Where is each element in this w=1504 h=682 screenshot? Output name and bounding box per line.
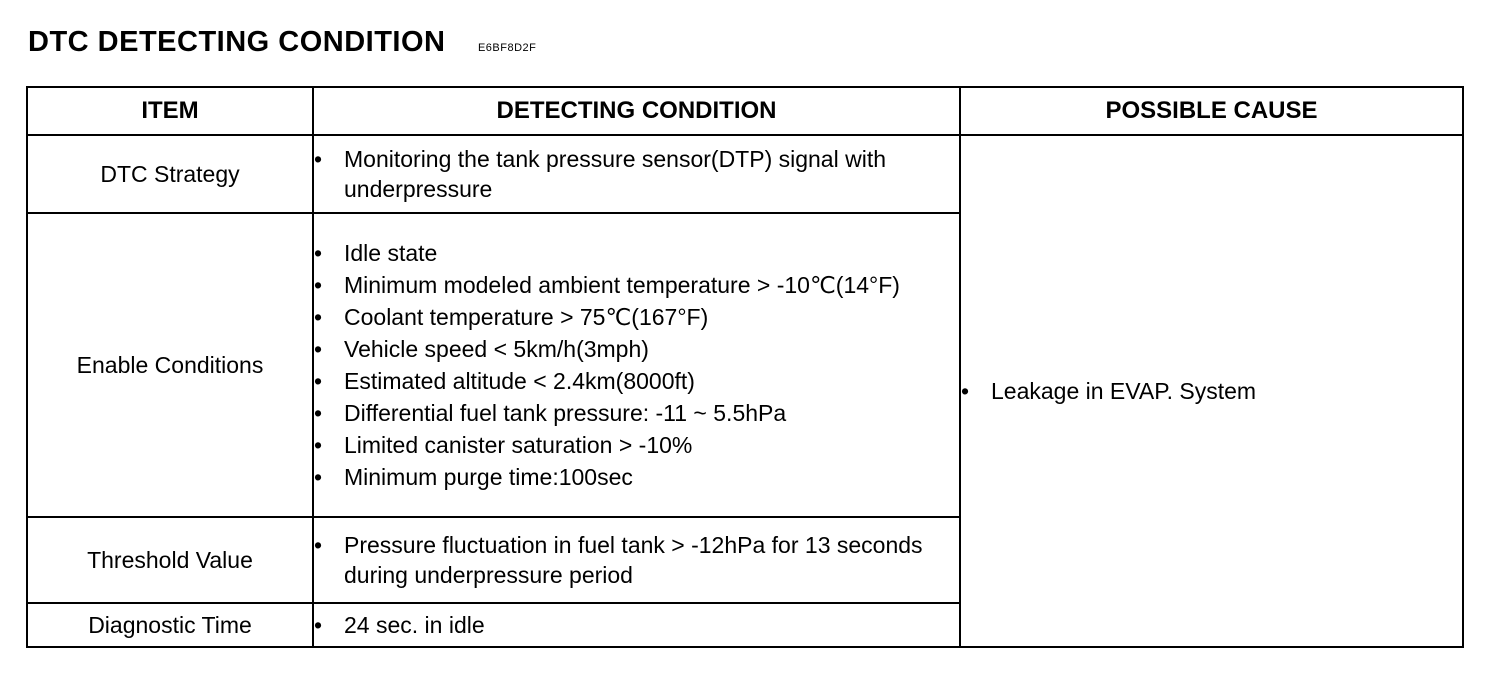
item-cell: Threshold Value xyxy=(27,517,313,603)
condition-cell xyxy=(313,603,960,647)
list-item: • Monitoring the tank pressure sensor(DTP) signal with underpressure xyxy=(314,144,959,204)
cause-list xyxy=(961,378,1462,405)
list-item: • Minimum purge time:100sec xyxy=(314,461,959,493)
condition-list xyxy=(314,530,959,590)
section-heading xyxy=(28,26,536,59)
condition-cell xyxy=(313,213,960,517)
condition-cell xyxy=(313,517,960,603)
table-row xyxy=(27,135,1463,213)
section-title: DTC DETECTING CONDITION xyxy=(28,26,446,58)
item-cell: DTC Strategy xyxy=(27,135,313,213)
list-item: • Limited canister saturation > -10% xyxy=(314,429,959,461)
table-header-row xyxy=(27,87,1463,135)
list-item: • Differential fuel tank pressure: -11 ~ 5.5hPa xyxy=(314,397,959,429)
condition-cell xyxy=(313,135,960,213)
item-cell: Enable Conditions xyxy=(27,213,313,517)
header-item: ITEM xyxy=(27,87,313,135)
list-item: • Vehicle speed < 5km/h(3mph) xyxy=(314,333,959,365)
condition-list xyxy=(314,144,959,204)
document-code: E6BF8D2F xyxy=(477,42,537,54)
item-cell: Diagnostic Time xyxy=(27,603,313,647)
possible-cause-cell xyxy=(960,135,1463,647)
list-item: • Coolant temperature > 75℃(167°F) xyxy=(314,301,959,333)
list-item: • Pressure fluctuation in fuel tank > -12hPa for 13 seconds during underpressure period xyxy=(314,530,959,590)
list-item: • Leakage in EVAP. System xyxy=(961,378,1462,405)
condition-list xyxy=(314,610,959,640)
header-detecting-condition: DETECTING CONDITION xyxy=(313,87,960,135)
list-item: • 24 sec. in idle xyxy=(314,610,959,640)
list-item: • Minimum modeled ambient temperature > -10℃(14°F) xyxy=(314,269,959,301)
list-item: • Estimated altitude < 2.4km(8000ft) xyxy=(314,365,959,397)
list-item: • Idle state xyxy=(314,237,959,269)
dtc-condition-table xyxy=(26,86,1464,648)
condition-list xyxy=(314,237,959,493)
header-possible-cause: POSSIBLE CAUSE xyxy=(960,87,1463,135)
